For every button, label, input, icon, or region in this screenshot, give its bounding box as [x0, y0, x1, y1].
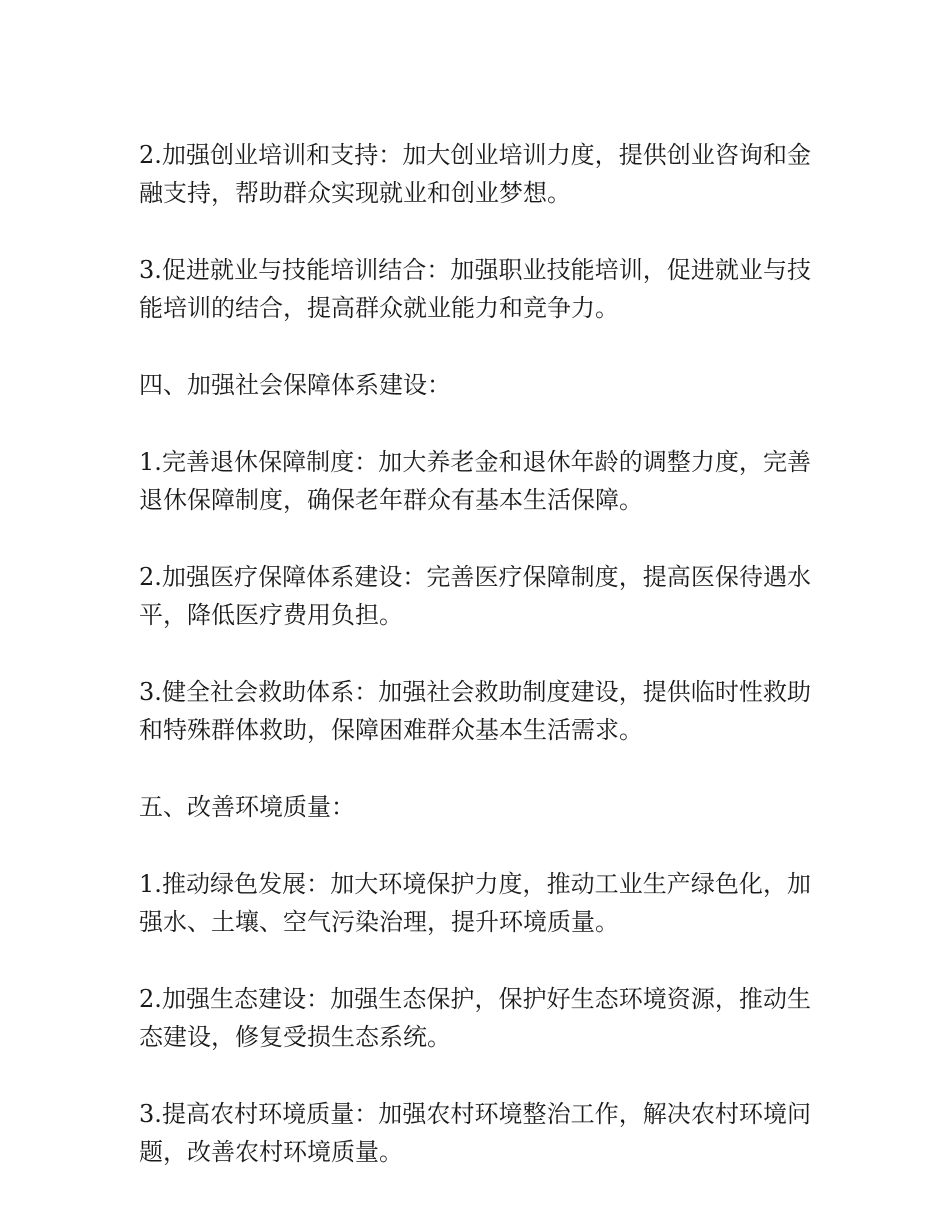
paragraph-green-development: 1.推动绿色发展：加大环境保护力度，推动工业生产绿色化，加强水、土壤、空气污染治理，提升环境质量。 [139, 870, 811, 936]
section-heading-social-security: 四、加强社会保障体系建设： [139, 371, 451, 399]
paragraph-entrepreneurship-training: 2.加强创业培训和支持：加大创业培训力度，提供创业咨询和金融支持，帮助群众实现就业和创业梦想。 [139, 141, 811, 207]
paragraph-medical-security: 2.加强医疗保障体系建设：完善医疗保障制度，提高医保待遇水平，降低医疗费用负担。 [139, 563, 811, 629]
paragraph-ecological-construction: 2.加强生态建设：加强生态保护，保护好生态环境资源，推动生态建设，修复受损生态系统。 [139, 985, 811, 1051]
paragraph-retirement-security: 1.完善退休保障制度：加大养老金和退休年龄的调整力度，完善退休保障制度，确保老年群众有基本生活保障。 [139, 448, 811, 514]
document-body [139, 136, 811, 1171]
paragraph-social-assistance: 3.健全社会救助体系：加强社会救助制度建设，提供临时性救助和特殊群体救助，保障困难群众基本生活需求。 [139, 678, 811, 744]
section-heading-environment: 五、改善环境质量： [139, 793, 355, 821]
paragraph-employment-skills: 3.促进就业与技能培训结合：加强职业技能培训，促进就业与技能培训的结合，提高群众就业能力和竞争力。 [139, 256, 811, 322]
paragraph-rural-environment: 3.提高农村环境质量：加强农村环境整治工作，解决农村环境问题，改善农村环境质量。 [139, 1100, 811, 1166]
